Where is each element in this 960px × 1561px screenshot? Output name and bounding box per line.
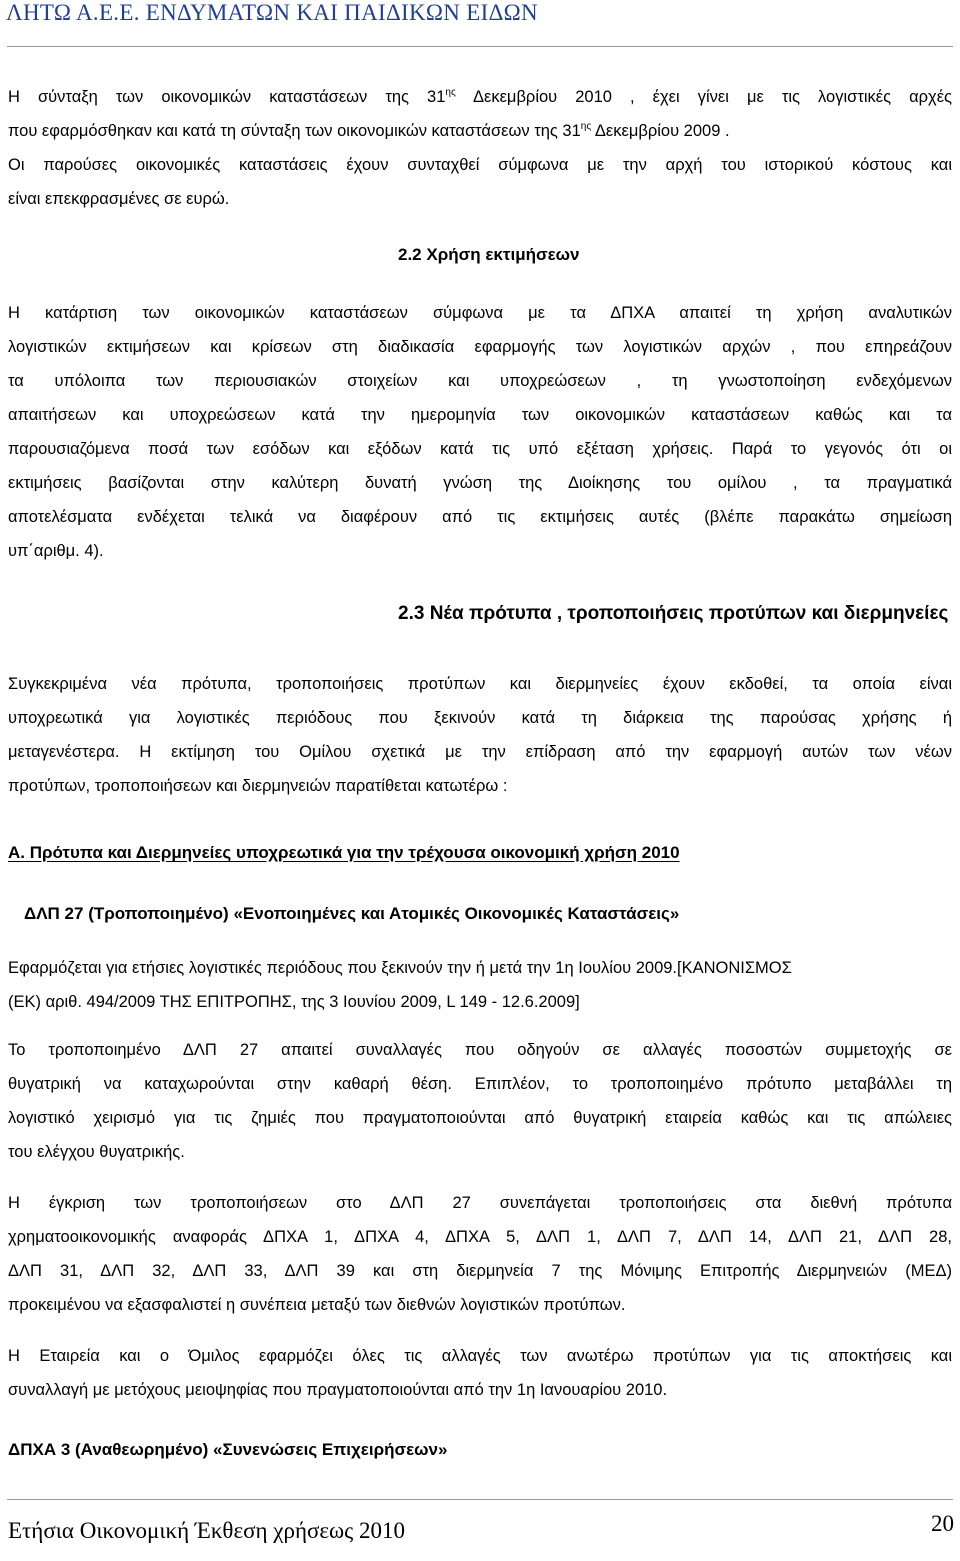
intro-line-4: είναι επεκφρασμένες σε ευρώ. <box>8 190 230 208</box>
text-line: προτύπων, τροποποιήσεων και διερμηνειών παρατίθεται κατωτέρω : <box>8 777 508 795</box>
dlp27-paragraph-1 <box>8 951 952 1019</box>
text-line: θυγατρική να καταχωρούνται στην καθαρή θέση. Επιπλέον, το τροποποιημένο πρότυπο μεταβάλλει τη <box>8 1075 952 1093</box>
text-line: του ελέγχου θυγατρικής. <box>8 1143 185 1161</box>
text-line: τα υπόλοιπα των περιουσιακών στοιχείων και υποχρεώσεων , τη γνωστοποίηση ενδεχόμενων <box>8 372 952 390</box>
text-line: προκειμένου να εξασφαλιστεί η συνέπεια μεταξύ των διεθνών λογιστικών προτύπων. <box>8 1296 626 1314</box>
dlp27-paragraph-2 <box>8 1033 952 1169</box>
text-line: παρουσιαζόμενα ποσά των εσόδων και εξόδων κατά τις υπό εξέταση χρήσεις. Παρά το γεγονός ότι οι <box>8 440 952 458</box>
text-line: χρηματοοικονομικής αναφοράς ΔΠΧΑ 1, ΔΠΧΑ 4, ΔΠΧΑ 5, ΔΛΠ 1, ΔΛΠ 7, ΔΛΠ 14, ΔΛΠ 21, ΔΛΠ 28, <box>8 1228 952 1246</box>
intro-line-3: Οι παρούσες οικονομικές καταστάσεις έχουν συνταχθεί σύμφωνα με την αρχή του ιστορικού κόστους και <box>8 156 952 174</box>
text-line: Η έγκριση των τροποποιήσεων στο ΔΛΠ 27 συνεπάγεται τροποποιήσεις στα διεθνή πρότυπα <box>8 1194 952 1212</box>
intro-line-1: Η σύνταξη των οικονομικών καταστάσεων της $31^{\eta\varsigma}$ Δεκεμβρίου 2010 , έχει γίνει με τις λογιστικές αρχές <box>8 87 952 106</box>
text-line: Η κατάρτιση των οικονομικών καταστάσεων σύμφωνα με τα ΔΠΧΑ απαιτεί τη χρήση αναλυτικών <box>8 304 952 322</box>
dlp27-heading: ΔΛΠ 27 (Τροποποιημένο) «Ενοποιημένες και Ατομικές Οικονομικές Καταστάσεις» <box>24 904 680 923</box>
footer-title: Ετήσια Οικονομική Έκθεση χρήσεως 2010 <box>8 1518 406 1543</box>
dlp27-paragraph-3 <box>8 1186 952 1322</box>
text-line: συναλλαγή με μετόχους μειοψηφίας που πραγματοποιούνται από την 1η Ιανουαρίου 2010. <box>8 1381 668 1399</box>
header-title: ΛΗΤΩ Α.Ε.Ε. ΕΝΔΥΜΑΤΩΝ ΚΑΙ ΠΑΙΔΙΚΩΝ ΕΙΔΩΝ <box>6 0 538 25</box>
text-line: εκτιμήσεις βασίζονται στην καλύτερη δυνατή γνώση της Διοίκησης του ομίλου , τα πραγματικά <box>8 474 952 492</box>
text-line: Η Εταιρεία και ο Όμιλος εφαρμόζει όλες τις αλλαγές των ανωτέρω προτύπων για τις αποκτήσεις και <box>8 1347 952 1365</box>
text-line: (ΕΚ) αριθ. 494/2009 ΤΗΣ ΕΠΙΤΡΟΠΗΣ, της 3 Ιουνίου 2009, L 149 - 12.6.2009] <box>8 993 580 1011</box>
text-line: Το τροποποιημένο ΔΛΠ 27 απαιτεί συναλλαγές που οδηγούν σε αλλαγές ποσοστών συμμετοχής σε <box>8 1041 952 1059</box>
text-line: λογιστικών εκτιμήσεων και κρίσεων στη διαδικασία εφαρμογής των λογιστικών αρχών , που επηρεάζουν <box>8 338 952 356</box>
section-2-3-paragraph <box>8 667 952 803</box>
text-line: μεταγενέστερα. Η εκτίμηση του Ομίλου σχετικά με την επίδραση από την εφαρμογή αυτών των νέων <box>8 743 952 761</box>
footer-divider <box>7 1499 953 1500</box>
header-divider <box>7 46 953 47</box>
text-line: λογιστικό χειρισμό για τις ζημιές που πραγματοποιούνται από θυγατρική εταιρεία καθώς και τις απώλειες <box>8 1109 952 1127</box>
text-line: υπ΄αριθμ. 4). <box>8 542 104 560</box>
text-line: Συγκεκριμένα νέα πρότυπα, τροποποιήσεις προτύπων και διερμηνείες έχουν εκδοθεί, τα οποία είναι <box>8 675 952 693</box>
intro-paragraph <box>8 80 952 216</box>
text-line: απαιτήσεων και υποχρεώσεων κατά την ημερομηνία των οικονομικών καταστάσεων καθώς και τα <box>8 406 952 424</box>
section-2-2-paragraph <box>8 296 952 568</box>
subsection-a-heading: Α. Πρότυπα και Διερμηνείες υποχρεωτικά για την τρέχουσα οικονομική χρήση 2010 <box>8 843 680 862</box>
dpxa3-heading: ΔΠΧΑ 3 (Αναθεωρημένο) «Συνενώσεις Επιχειρήσεων» <box>8 1440 448 1459</box>
text-line: Εφαρμόζεται για ετήσιες λογιστικές περιόδους που ξεκινούν την ή μετά την 1η Ιουλίου 2009.[ΚΑΝΟΝΙΣΜΟΣ <box>8 959 792 977</box>
page-number: 20 <box>931 1511 954 1536</box>
section-2-3-heading: 2.3 Νέα πρότυπα , τροποποιήσεις προτύπων και διερμηνείες <box>398 603 949 624</box>
section-2-2-heading: 2.2 Χρήση εκτιμήσεων <box>398 245 580 264</box>
text-line: υποχρεωτικά για λογιστικές περιόδους που ξεκινούν κατά τη διάρκεια της παρούσας χρήσης ή <box>8 709 952 727</box>
intro-line-2: που εφαρμόσθηκαν και κατά τη σύνταξη των οικονομικών καταστάσεων της $31^{\eta\varsigma}$ Δεκεμβρίου 2009 . <box>8 121 730 140</box>
dlp27-paragraph-4 <box>8 1339 952 1407</box>
text-line: αποτελέσματα ενδέχεται τελικά να διαφέρουν από τις εκτιμήσεις αυτές (βλέπε παρακάτω σημείωση <box>8 508 952 526</box>
text-line: ΔΛΠ 31, ΔΛΠ 32, ΔΛΠ 33, ΔΛΠ 39 και στη διερμηνεία 7 της Μόνιμης Επιτροπής Διερμηνειών (ΜΕΔ) <box>8 1262 952 1280</box>
